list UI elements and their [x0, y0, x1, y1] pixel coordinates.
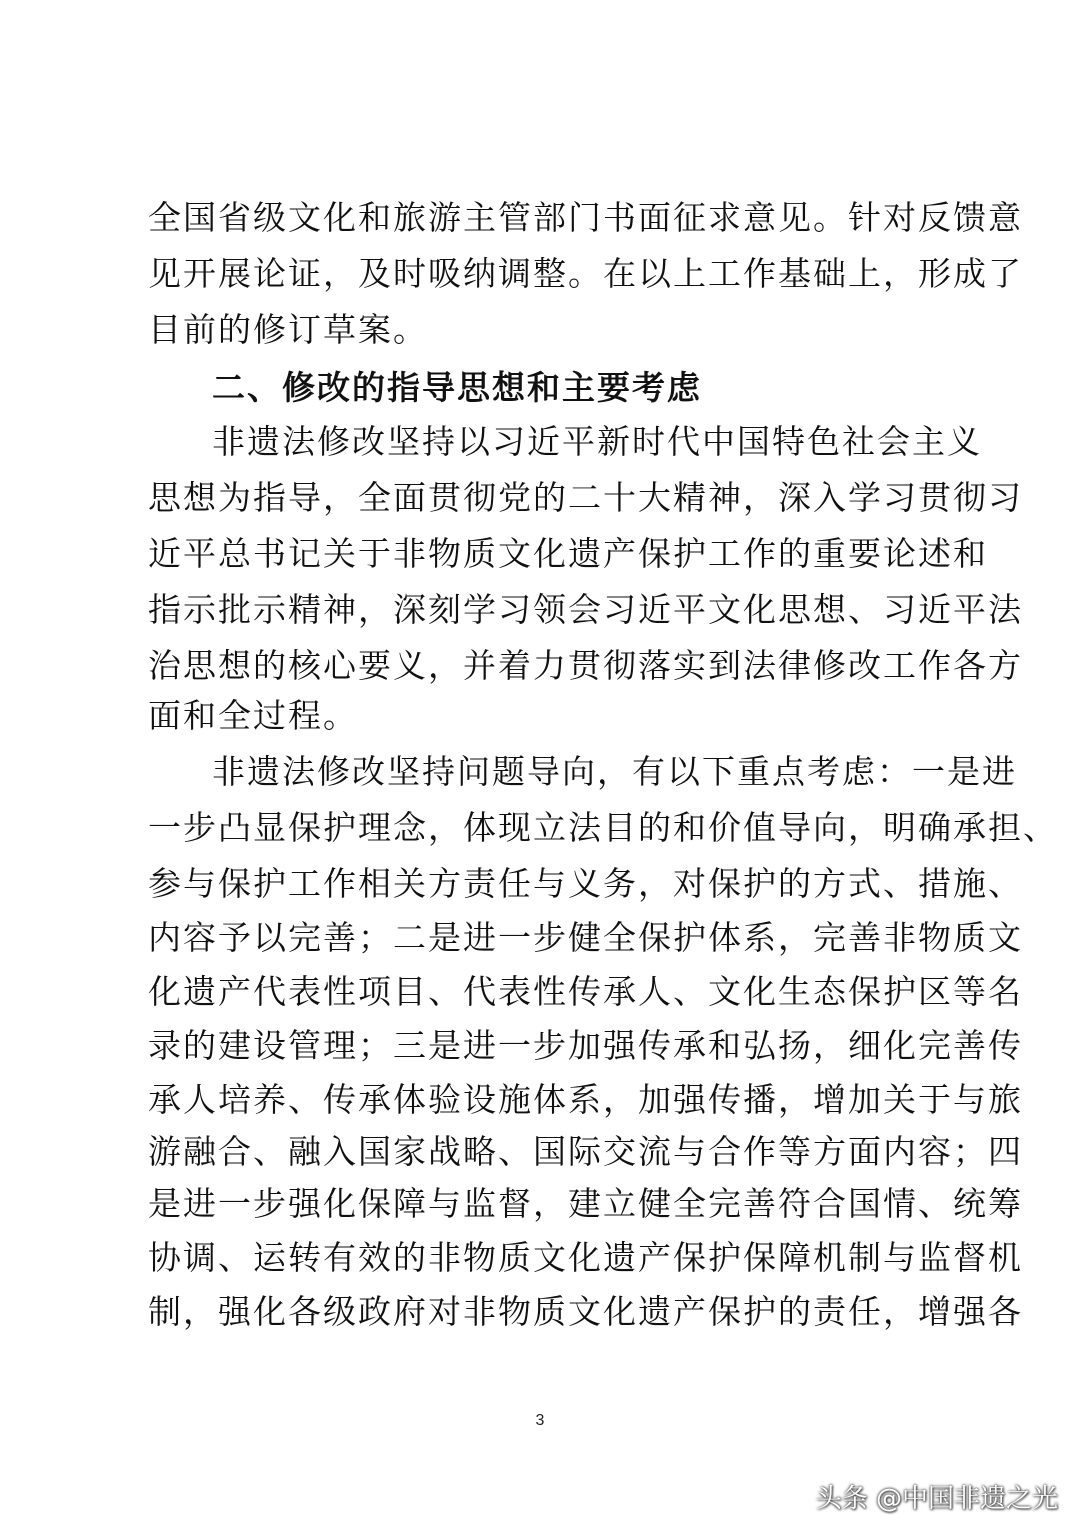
text-line: 治思想的核心要义，并着力贯彻落实到法律修改工作各方: [148, 646, 1023, 685]
page-number: 3: [535, 1412, 545, 1429]
text-line: 非遗法修改坚持问题导向，有以下重点考虑：一是进: [212, 752, 1017, 791]
text-line: 承人培养、传承体验设施体系，加强传播，增加关于与旅: [148, 1080, 1023, 1119]
text-line: 全国省级文化和旅游主管部门书面征求意见。针对反馈意: [148, 198, 1023, 237]
text-line: 参与保护工作相关方责任与义务，对保护的方式、措施、: [148, 864, 1023, 903]
text-line: 化遗产代表性项目、代表性传承人、文化生态保护区等名: [148, 972, 1023, 1011]
text-line: 目前的修订草案。: [148, 310, 428, 349]
watermark: 头条 @中国非遗之光: [815, 1484, 1058, 1514]
text-line: 非遗法修改坚持以习近平新时代中国特色社会主义: [212, 422, 982, 461]
text-line: 见开展论证，及时吸纳调整。在以上工作基础上，形成了: [148, 254, 1023, 293]
text-line: 思想为指导，全面贯彻党的二十大精神，深入学习贯彻习: [148, 478, 1023, 517]
text-line: 一步凸显保护理念，体现立法目的和价值导向，明确承担、: [148, 808, 1058, 847]
text-line: 协调、运转有效的非物质文化遗产保护保障机制与监督机: [148, 1238, 1023, 1277]
text-line: 是进一步强化保障与监督，建立健全完善符合国情、统筹: [148, 1184, 1023, 1223]
text-line: 指示批示精神，深刻学习领会习近平文化思想、习近平法: [148, 590, 1023, 629]
text-line: 内容予以完善；二是进一步健全保护体系，完善非物质文: [148, 918, 1023, 957]
text-line: 制，强化各级政府对非物质文化遗产保护的责任，增强各: [148, 1292, 1023, 1331]
section-heading: 二、修改的指导思想和主要考虑: [212, 368, 702, 407]
text-line: 近平总书记关于非物质文化遗产保护工作的重要论述和: [148, 534, 988, 573]
text-line: 游融合、融入国家战略、国际交流与合作等方面内容；四: [148, 1132, 1023, 1171]
text-line: 面和全过程。: [148, 696, 358, 735]
text-line: 录的建设管理；三是进一步加强传承和弘扬，细化完善传: [148, 1026, 1023, 1065]
